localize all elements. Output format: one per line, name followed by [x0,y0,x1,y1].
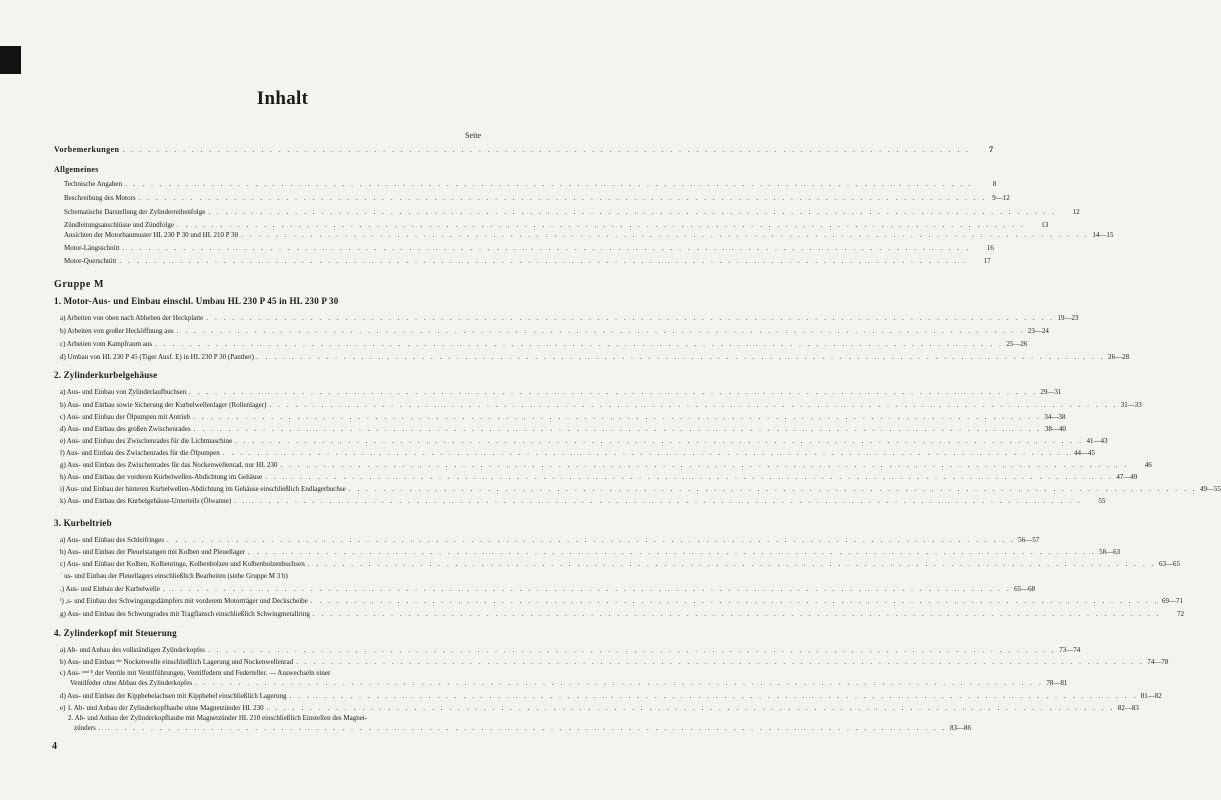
toc-page: 72 [1177,610,1185,618]
toc-page: 25—26 [1006,340,1028,348]
toc-page: 73—74 [1059,646,1081,654]
toc-label: h) Aus- und Einbau der vorderen Kurbelwellen-Abdichtung im Gehäuse [60,473,263,481]
toc-row[interactable] [60,585,1036,593]
leader-dots [241,232,1089,239]
toc-row[interactable] [60,401,1142,409]
toc-row[interactable] [60,437,1108,445]
toc-page: 46 [1144,461,1152,469]
toc-row[interactable] [64,221,1049,229]
leader-dots [289,693,1137,700]
toc-row[interactable] [60,692,1162,700]
toc-row[interactable] [60,449,1096,457]
page-title: Inhalt [256,88,309,109]
toc-page: 44—45 [1074,449,1096,457]
toc-row[interactable] [60,597,1184,605]
toc-page: 47—49 [1116,473,1138,481]
section-heading-allgemeines: Allgemeines [54,165,99,174]
toc-row[interactable] [60,425,1066,433]
toc-label: a) Aus- und Einbau von Zylinderlaufbuchsen [60,388,187,396]
toc-row[interactable] [64,194,1010,202]
toc-page: 19—23 [1057,314,1079,322]
toc-label: d) Umbau von HL 230 P 45 (Tiger Ausf. E) in HL 230 P 30 (Panther) [60,353,254,361]
leader-dots [155,341,1003,348]
toc-row[interactable] [60,314,1079,322]
leader-dots [208,647,1056,654]
toc-page: 74—78 [1147,658,1169,666]
leader-dots [269,402,1117,409]
leader-dots [265,474,1113,481]
toc-label: Vorbemerkungen [54,145,120,154]
toc-row[interactable] [60,388,1062,396]
toc-page: 29—31 [1040,388,1062,396]
leader-dots [177,328,1025,335]
scan-mark [0,46,21,74]
toc-row[interactable] [60,560,1180,568]
leader-dots [308,561,1156,568]
toc-label-continued: Ventilfeder ohne Abbau des Zylinderkopfes [70,679,193,687]
leader-dots [280,462,1128,469]
leader-dots [267,705,1115,712]
toc-row[interactable] [64,244,994,252]
group-heading: Gruppe M [54,279,105,290]
toc-row-vorbemerkungen[interactable] [54,145,994,154]
toc-label: 2. Ab- und Anbau der Zylinderkopfhaube mit Magnetzünder HL 210 einschließlich Einstellen des Magnet- [68,714,368,722]
leader-dots [193,414,1041,421]
toc-row[interactable] [60,497,1106,505]
leader-dots [248,549,1096,556]
toc-row[interactable] [60,413,1066,421]
leader-dots [206,315,1054,322]
toc-label: a) Aus- und Einbau des Schleifringes [60,536,165,544]
table-of-contents [54,0,1221,800]
leader-dots [234,498,1082,505]
toc-label-continued: zünders [74,724,96,732]
leader-dots [122,245,970,252]
toc-label: b) Aus- und Einbau der Pleuelstangen mit Kolben und Pleuellager [60,548,245,556]
toc-page: 49—55 [1200,485,1221,493]
leader-dots [194,426,1042,433]
toc-row-multiline[interactable] [68,714,972,732]
leader-dots [313,611,1161,618]
toc-label: a) Ab- und Anbau des vollständigen Zylinderkopfes [60,646,206,654]
toc-label: f) Aus- und Einbau des Zwischenrades für die Ölpumpen [60,449,220,457]
toc-page: 56—57 [1018,536,1040,544]
toc-row[interactable] [60,461,1152,469]
toc-label: Zündleitungsanschlüsse und Zündfolge [64,221,175,229]
toc-row[interactable] [60,473,1138,481]
leader-dots [349,486,1197,493]
toc-page: 23—24 [1027,327,1049,335]
toc-label: Beschreibung des Motors [64,194,136,202]
toc-row[interactable] [60,704,1139,712]
toc-label: k) Aus- und Einbau des Kurbelgehäuse-Unterteils (Ölwanne) [60,497,232,505]
toc-row[interactable] [64,257,991,265]
leader-dots [223,450,1071,457]
toc-label: b) Aus- und Einbau sowie Sicherung der Kurbelwellenlager (Rollenlager) [60,401,267,409]
toc-page: 8 [992,180,997,188]
toc-label: ᶠ) ,s- und Einbau des Schwingungsdämpfers mit vorderem Motorträger und Deckscheibe [60,597,308,605]
toc-row[interactable] [60,536,1040,544]
toc-label: ˙ us- und Einbau der Pleuellagers einschließlich Bearbeiten (siehe Gruppe M 3 b) [60,572,288,580]
toc-page: 17 [983,257,991,265]
toc-page: 82—83 [1117,704,1139,712]
toc-page: 65—68 [1014,585,1036,593]
toc-label: g) Aus- und Einbau des Zwischenrades für das Nockenwellenrad, nur HL 230 [60,461,278,469]
toc-row[interactable] [60,658,1169,666]
toc-label: c) Aus- und Einbau der Kolben, Kolbenringe, Kolbenbolzen und Kolbenbolzenbuchsen [60,560,305,568]
toc-row[interactable] [60,340,1028,348]
toc-label: b) Aus- und Einbau ᵈᵉʳ Nockenwelle einschließlich Lagerung und Nockenwellenrad [60,658,294,666]
toc-row[interactable] [60,548,1121,556]
toc-page: 69—71 [1162,597,1184,605]
section-heading: 2. Zylinderkurbelgehäuse [54,370,158,380]
toc-label: Motor-Querschnitt [64,257,117,265]
toc-row[interactable] [64,231,1114,239]
leader-dots [257,354,1105,361]
leader-dots [139,195,987,202]
toc-page: 14—15 [1092,231,1114,239]
toc-page: 16 [986,244,994,252]
section-heading: 4. Zylinderkopf mit Steuerung [54,628,177,638]
toc-page: 38—40 [1044,425,1066,433]
toc-label: i) Aus- und Einbau der hinteren Kurbelwellen-Abdichtung im Gehäuse einschließlich Endlagerbuchse [60,485,346,493]
section-heading: 1. Motor-Aus- und Einbau einschl. Umbau HL 230 P 45 in HL 230 P 30 [54,296,339,306]
toc-page: 7 [989,145,994,154]
toc-row[interactable] [64,208,1080,216]
toc-page: 58—63 [1099,548,1121,556]
leader-dots [99,725,947,732]
leader-dots [122,147,970,154]
leader-dots [296,659,1144,666]
toc-page: 26—28 [1108,353,1130,361]
leader-dots [195,680,1043,687]
toc-row[interactable] [60,327,1049,335]
toc-label: Technische Angaben [64,180,123,188]
toc-page: 9—12 [992,194,1010,202]
toc-row[interactable] [60,353,1130,361]
toc-row[interactable] [60,610,1185,618]
toc-page: 12 [1072,208,1080,216]
toc-label: c) Arbeiten vom Kampfraum aus [60,340,153,348]
leader-dots [167,537,1015,544]
toc-row[interactable] [64,180,997,188]
toc-page: 31—33 [1120,401,1142,409]
toc-page: 81—82 [1140,692,1162,700]
toc-label: c) Aus- ᵘⁿᵈ ᴱ̣ der Ventile mit Ventilführungen, Ventilfedern und Federteller. — Auswechseln einer [60,669,331,677]
toc-label: e) Aus- und Einbau des Zwischenrades für die Lichtmaschine [60,437,233,445]
leader-dots [235,438,1083,445]
toc-label: a) Arbeiten von oben nach Abheben der Heckplatte [60,314,204,322]
leader-dots [208,209,1056,216]
toc-page: 34—38 [1044,413,1066,421]
toc-page: 78—81 [1046,679,1068,687]
leader-dots [311,598,1159,605]
toc-label: Motor-Längsschnitt [64,244,120,252]
leader-dots [163,586,1011,593]
leader-dots [177,222,1025,229]
toc-label: d) Aus- und Einbau der Kipphebelachsen mit Kipphebel einschließlich Lagerung [60,692,287,700]
seite-column-label: Seite [465,131,481,140]
leader-dots [119,258,967,265]
leader-dots [189,389,1037,396]
toc-row[interactable] [60,573,489,580]
toc-page: 55 [1098,497,1106,505]
toc-label: e) 1. Ab- und Anbau der Zylinderkopfhaube ohne Magnetzünder HL 230 [60,704,264,712]
leader-dots [125,181,973,188]
toc-label: .) Aus- und Einbau der Kurbelwelle [60,585,160,593]
toc-label: c) Aus- und Einbau der Ölpumpen mit Antrieb [60,413,191,421]
section-heading: 3. Kurbeltrieb [54,518,112,528]
toc-page: 63—65 [1159,560,1180,568]
toc-row[interactable] [60,485,1221,493]
toc-page: 41—43 [1086,437,1108,445]
toc-label: d) Aus- und Einbau des großen Zwischenrades [60,425,191,433]
toc-row-multiline[interactable] [60,669,1068,687]
page-number: 4 [52,741,57,752]
toc-page: 83—86 [950,724,972,732]
toc-label: b) Arbeiten von großer Hecköffnung aus [60,327,174,335]
toc-label: Ansichten der Motorbaumuster HL 230 P 30 und HL 210 P 30 [64,231,239,239]
toc-page: 13 [1041,221,1049,229]
toc-label: g) Aus- und Einbau des Schwungrades mit Tragflansch einschließlich Schwingmetallring [60,610,310,618]
toc-label: Schematische Darstellung der Zylinderreihenfolge [64,208,206,216]
toc-row[interactable] [60,646,1081,654]
